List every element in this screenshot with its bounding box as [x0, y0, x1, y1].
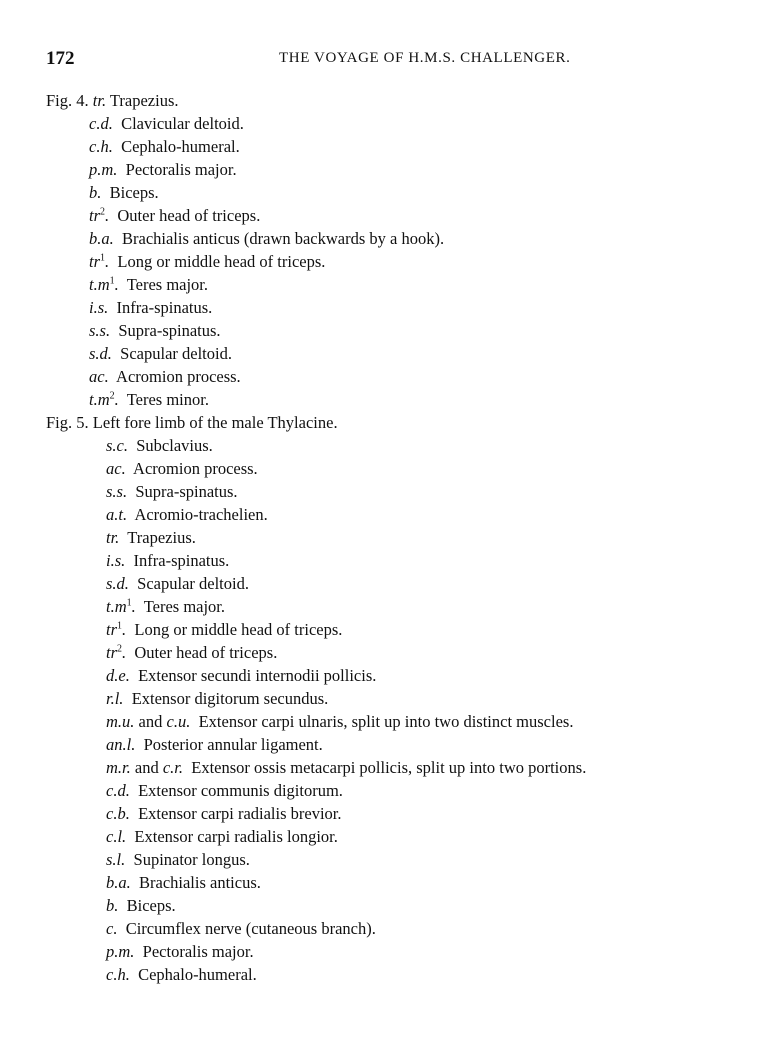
running-title: THE VOYAGE OF H.M.S. CHALLENGER.	[279, 50, 571, 66]
fig5-heading	[0, 411, 776, 434]
entry-superscript: 1	[100, 252, 106, 264]
legend-entry	[0, 779, 776, 802]
legend-entry	[0, 963, 776, 986]
entry-description: Acromion process.	[133, 459, 258, 478]
entry-abbreviation: m.u.	[106, 712, 135, 731]
legend-entry	[0, 641, 776, 664]
entry-description: Supra-spinatus.	[135, 482, 238, 501]
legend-entry	[0, 227, 776, 250]
page-header	[46, 48, 746, 72]
entry-description: Extensor ossis metacarpi pollicis, split up into two portions.	[191, 758, 587, 777]
entry-abbreviation: b.a.	[106, 873, 131, 892]
entry-abbreviation: ac.	[89, 367, 109, 386]
legend-entry	[0, 848, 776, 871]
entry-description: Infra-spinatus.	[116, 298, 213, 317]
entry-description: Extensor communis digitorum.	[138, 781, 343, 800]
entry-description: Supinator longus.	[133, 850, 250, 869]
legend-entry	[0, 687, 776, 710]
legend-entry	[0, 618, 776, 641]
entry-abbreviation: $t.m^2$.	[89, 390, 119, 409]
legend-entry	[0, 434, 776, 457]
entry-description: Biceps.	[126, 896, 176, 915]
entry-description: Pectoralis major.	[142, 942, 254, 961]
entry-abbreviation: s.d.	[89, 344, 112, 363]
figure-legend	[0, 89, 776, 986]
entry-description: Extensor carpi radialis brevior.	[138, 804, 342, 823]
legend-entry	[0, 457, 776, 480]
entry-description: Acromio-trachelien.	[134, 505, 268, 524]
entry-abbreviation: c.l.	[106, 827, 127, 846]
entry-description: Extensor carpi radialis longior.	[134, 827, 338, 846]
entry-description: Cephalo-humeral.	[138, 965, 257, 984]
entry-description: Extensor secundi internodii pollicis.	[138, 666, 377, 685]
entry-abbreviation: s.d.	[106, 574, 129, 593]
entry-description: Infra-spinatus.	[133, 551, 230, 570]
legend-entry	[0, 526, 776, 549]
entry-abbreviation: $tr^1$.	[106, 620, 127, 639]
entry-superscript: 1	[126, 597, 132, 609]
entry-abbreviation: s.l.	[106, 850, 126, 869]
entry-abbreviation: c.h.	[89, 137, 113, 156]
legend-entry	[0, 595, 776, 618]
fig4-heading	[0, 89, 776, 112]
legend-entry	[0, 204, 776, 227]
legend-entry	[0, 365, 776, 388]
entry-abbreviation: r.l.	[106, 689, 124, 708]
legend-entry	[0, 572, 776, 595]
entry-description: Extensor digitorum secundus.	[131, 689, 329, 708]
entry-abbreviation: c.b.	[106, 804, 130, 823]
entry-abbreviation-secondary: c.u.	[166, 712, 191, 731]
entry-abbreviation: $tr^2$.	[89, 206, 110, 225]
entry-abbreviation: i.s.	[89, 298, 109, 317]
fig4-first-desc: Trapezius.	[109, 91, 179, 110]
entry-conjunction: and	[138, 712, 163, 731]
entry-description: Clavicular deltoid.	[121, 114, 244, 133]
entry-abbreviation: s.s.	[106, 482, 128, 501]
entry-abbreviation: i.s.	[106, 551, 126, 570]
entry-description: Long or middle head of triceps.	[117, 252, 326, 271]
entry-abbreviation: an.l.	[106, 735, 136, 754]
legend-entry	[0, 296, 776, 319]
entry-abbreviation: c.	[106, 919, 118, 938]
entry-description: Outer head of triceps.	[134, 643, 278, 662]
entry-description: Scapular deltoid.	[120, 344, 232, 363]
entry-description: Teres major.	[143, 597, 226, 616]
fig4-label: Fig. 4.	[46, 91, 89, 110]
entry-abbreviation: p.m.	[106, 942, 135, 961]
entry-description: Extensor carpi ulnaris, split up into two distinct muscles.	[198, 712, 574, 731]
legend-entry	[0, 388, 776, 411]
entry-description: Trapezius.	[127, 528, 196, 547]
entry-abbreviation: p.m.	[89, 160, 118, 179]
entry-description: Pectoralis major.	[125, 160, 237, 179]
entry-description: Brachialis anticus.	[139, 873, 261, 892]
legend-entry	[0, 158, 776, 181]
entry-description: Long or middle head of triceps.	[134, 620, 343, 639]
page-number: 172	[46, 48, 75, 69]
legend-entry	[0, 802, 776, 825]
legend-entry	[0, 319, 776, 342]
entry-superscript: 1	[117, 620, 123, 632]
legend-entry	[0, 342, 776, 365]
legend-entry	[0, 940, 776, 963]
entry-superscript: 2	[100, 206, 106, 218]
entry-description: Circumflex nerve (cutaneous branch).	[125, 919, 376, 938]
legend-entry	[0, 894, 776, 917]
entry-abbreviation: b.a.	[89, 229, 114, 248]
entry-abbreviation: s.s.	[89, 321, 111, 340]
fig4-first-abbr: tr.	[92, 91, 107, 110]
entry-description: Posterior annular ligament.	[143, 735, 323, 754]
fig5-title: Left fore limb of the male Thylacine.	[92, 413, 338, 432]
entry-abbreviation: a.t.	[106, 505, 128, 524]
entry-abbreviation: d.e.	[106, 666, 130, 685]
legend-entry	[0, 871, 776, 894]
entry-abbreviation: $tr^2$.	[106, 643, 127, 662]
entry-abbreviation: s.c.	[106, 436, 128, 455]
entry-abbreviation: m.r.	[106, 758, 131, 777]
entry-abbreviation: c.d.	[106, 781, 130, 800]
entry-description: Cephalo-humeral.	[121, 137, 240, 156]
fig5-list	[0, 434, 776, 986]
entry-abbreviation: tr.	[106, 528, 120, 547]
entry-abbreviation: b.	[89, 183, 102, 202]
entry-abbreviation-secondary: c.r.	[162, 758, 184, 777]
entry-description: Acromion process.	[116, 367, 241, 386]
entry-description: Teres minor.	[126, 390, 209, 409]
entry-superscript: 2	[109, 390, 115, 402]
entry-abbreviation: ac.	[106, 459, 126, 478]
legend-entry	[0, 112, 776, 135]
entry-description: Subclavius.	[136, 436, 213, 455]
entry-abbreviation: c.h.	[106, 965, 130, 984]
fig4-list	[0, 112, 776, 411]
legend-entry	[0, 756, 776, 779]
fig5-label: Fig. 5.	[46, 413, 89, 432]
legend-entry	[0, 664, 776, 687]
entry-superscript: 1	[109, 275, 115, 287]
legend-entry	[0, 273, 776, 296]
entry-description: Scapular deltoid.	[137, 574, 249, 593]
entry-abbreviation: b.	[106, 896, 119, 915]
legend-entry	[0, 480, 776, 503]
entry-description: Outer head of triceps.	[117, 206, 261, 225]
legend-entry	[0, 250, 776, 273]
legend-entry	[0, 917, 776, 940]
entry-description: Teres major.	[126, 275, 209, 294]
entry-description: Brachialis anticus (drawn backwards by a hook).	[122, 229, 445, 248]
entry-abbreviation: $t.m^1$.	[106, 597, 136, 616]
legend-entry	[0, 733, 776, 756]
legend-entry	[0, 710, 776, 733]
entry-superscript: 2	[117, 643, 123, 655]
entry-conjunction: and	[134, 758, 159, 777]
entry-description: Supra-spinatus.	[118, 321, 221, 340]
legend-entry	[0, 503, 776, 526]
entry-abbreviation: $t.m^1$.	[89, 275, 119, 294]
legend-entry	[0, 825, 776, 848]
legend-entry	[0, 135, 776, 158]
legend-entry	[0, 181, 776, 204]
legend-entry	[0, 549, 776, 572]
entry-abbreviation: $tr^1$.	[89, 252, 110, 271]
entry-abbreviation: c.d.	[89, 114, 113, 133]
entry-description: Biceps.	[109, 183, 159, 202]
